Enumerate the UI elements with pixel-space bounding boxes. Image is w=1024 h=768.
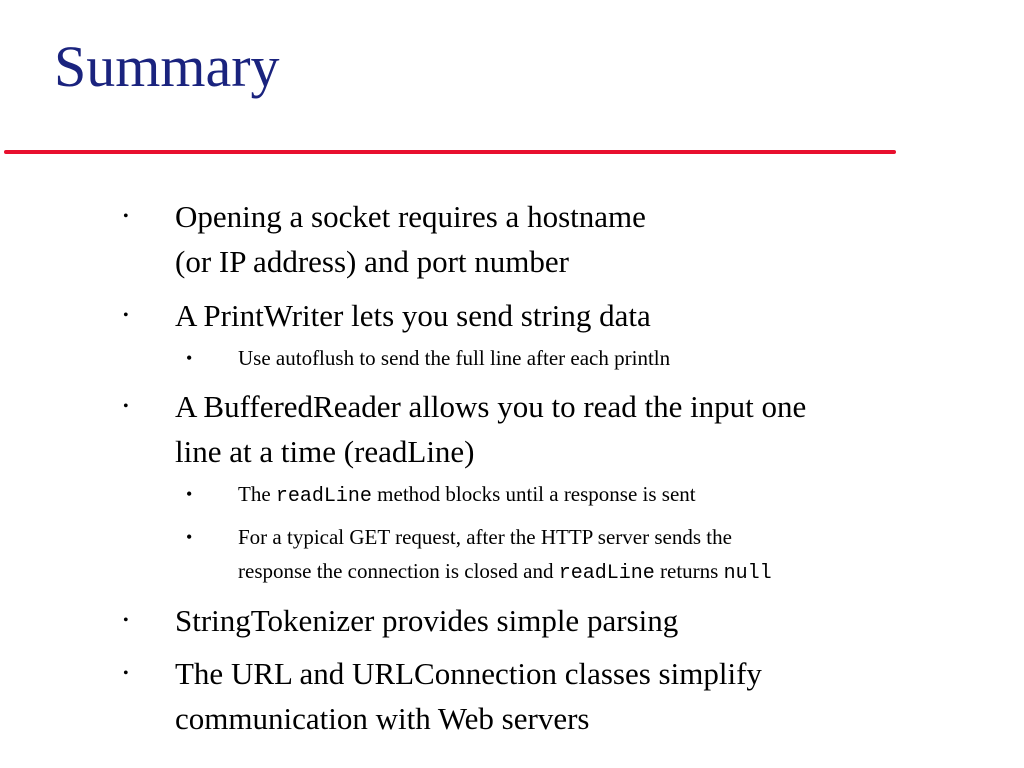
sub-bullet-dot-icon: • [186,484,193,504]
bullet-line: (or IP address) and port number [175,244,569,279]
code-null: null [723,562,772,585]
bullet-item-url [123,651,965,741]
bullet-line: The URL and URLConnection classes simplify [175,656,762,691]
bullet-dot-icon: • [123,612,129,629]
code-readline: readLine [275,485,372,508]
bullet-dot-icon: • [123,665,129,682]
bullet-line: communication with Web servers [175,701,590,736]
bullet-line: A PrintWriter lets you send string data [175,298,651,333]
sub-bullet-line: For a typical GET request, after the HTTP server sends the [238,525,732,549]
bullet-item-bufferedreader [123,384,965,474]
sub-bullet-autoflush [186,341,998,375]
sub-bullet-text-after: method blocks until a response is sent [371,482,696,506]
bullet-item-stringtokenizer [123,598,965,643]
sub-bullet-dot-icon: • [186,348,193,368]
bullet-line: StringTokenizer provides simple parsing [175,603,679,638]
sub-bullet-line [238,554,998,591]
bullet-line: Opening a socket requires a hostname [175,199,646,234]
code-readline: readLine [558,562,655,585]
bullet-item-printwriter [123,293,965,338]
bullet-dot-icon: • [123,307,129,324]
sub-bullet-text: response the connection is closed and [238,559,559,583]
bullet-item-socket [123,194,965,284]
sub-bullet-text-before: The [238,482,276,506]
sub-bullet-dot-icon: • [186,527,193,547]
sub-bullet-get-request [186,520,998,591]
bullet-dot-icon: • [123,398,129,415]
bullet-dot-icon: • [123,208,129,225]
bullet-line: A BufferedReader allows you to read the input one [175,389,807,424]
slide-title: Summary [54,34,280,99]
sub-bullet-text: Use autoflush to send the full line after each println [238,346,671,370]
bullet-line: line at a time (readLine) [175,434,475,469]
sub-bullet-text: returns [654,559,724,583]
sub-bullet-readline-blocks [186,477,998,514]
